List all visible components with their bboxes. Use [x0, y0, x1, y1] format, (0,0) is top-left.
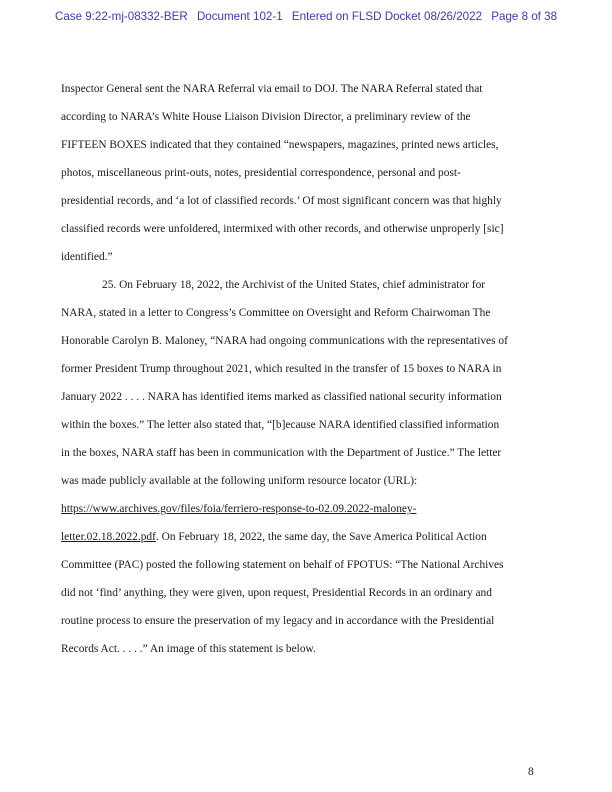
case-number: Case 9:22-mj-08332-BER [54, 10, 188, 23]
paragraph-25-start: 25. On February 18, 2022, the Archivist of the United States, chief administrator for [102, 279, 486, 291]
url-line [61, 502, 416, 516]
body-line: January 2022 . . . . NARA has identified items marked as classified national security information [61, 391, 502, 403]
page-of-total: Page 8 of 38 [491, 10, 558, 23]
body-line-text: . On February 18, 2022, the same day, the Save America Political Action [155, 531, 487, 543]
body-line: Honorable Carolyn B. Maloney, “NARA had ongoing communications with the representatives of [61, 335, 508, 347]
body-line: Records Act. . . . .” An image of this statement is below. [61, 643, 316, 655]
document-number: Document 102-1 [196, 10, 283, 23]
body-line: within the boxes.” The letter also stated that, “[b]ecause NARA identified classified information [61, 419, 500, 431]
body-line: FIFTEEN BOXES indicated that they contained “newspapers, magazines, printed news articles, [61, 139, 499, 151]
body-line: was made publicly available at the following uniform resource locator (URL): [61, 475, 418, 487]
body-line: did not ‘find’ anything, they were given, upon request, Presidential Records in an ordinary and [61, 587, 492, 599]
body-line: photos, miscellaneous print-outs, notes, presidential correspondence, personal and post- [61, 167, 461, 179]
docket-header [0, 10, 612, 23]
archives-letter-url-link[interactable]: https://www.archives.gov/files/foia/ferriero-response-to-02.09.2022-maloney- [61, 503, 417, 515]
body-line: according to NARA’s White House Liaison Division Director, a preliminary review of the [61, 111, 471, 123]
body-line: in the boxes, NARA staff has been in communication with the Department of Justice.” The letter [61, 447, 502, 459]
body-line: Inspector General sent the NARA Referral via email to DOJ. The NARA Referral stated that [61, 83, 483, 95]
body-line: NARA, stated in a letter to Congress’s Committee on Oversight and Reform Chairwoman The [61, 307, 491, 319]
body-line: identified.” [61, 251, 113, 263]
body-line: classified records were unfoldered, intermixed with other records, and otherwise unproperly [sic] [61, 223, 504, 235]
body-line: routine process to ensure the preservation of my legacy and in accordance with the Presidential [61, 615, 495, 627]
page-number: 8 [528, 766, 534, 778]
body-line: Committee (PAC) posted the following statement on behalf of FPOTUS: “The National Archives [61, 559, 504, 571]
body-line: presidential records, and ‘a lot of classified records.’ Of most significant concern was that highly [61, 195, 502, 207]
archives-letter-url-link-end[interactable]: letter.02.18.2022.pdf [61, 531, 156, 543]
entered-on-docket: Entered on FLSD Docket 08/26/2022 [291, 10, 483, 23]
body-line: former President Trump throughout 2021, which resulted in the transfer of 15 boxes to NARA in [61, 363, 502, 375]
url-line-continued [61, 530, 487, 544]
